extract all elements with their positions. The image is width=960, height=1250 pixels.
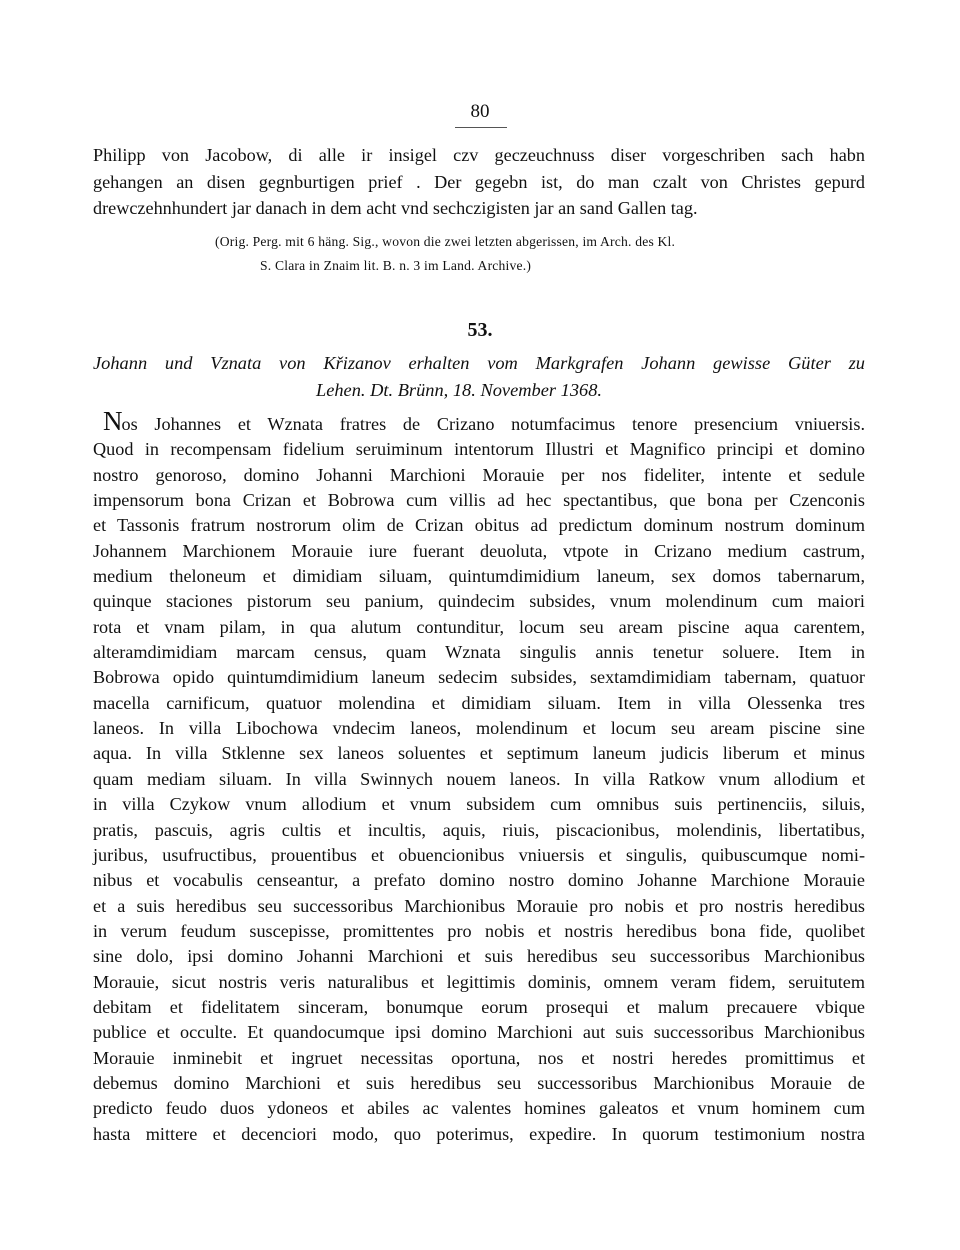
text-line: aqua. In villa Stklenne sex laneos soluentes et septimum laneum judicis liberum et minus (93, 743, 865, 764)
text-line: juribus, usufructibus, prouentibus et obuencionibus vniuersis et singulis, quibuscumque nomi- (93, 844, 865, 865)
source-note-line: (Orig. Perg. mit 6 häng. Sig., wovon die zwei letzten abgerissen, im Arch. des Kl. (215, 234, 676, 249)
text-line: laneos. In villa Libochowa vndecim laneos, molendinum et locum seu aream piscine sine (93, 718, 865, 739)
text-line: debitam et fidelitatem sinceram, bonumque eorum prosequi et malum precauere vbique (93, 996, 865, 1017)
text-line: Bobrowa opido quintumdimidium laneum sedecim subsides, sextamdimidiam tabernam, quatuor (93, 667, 865, 688)
document-number: 53. (467, 319, 493, 341)
text-line: macella carnificum, quatuor molendina et dimidiam siluam. Item in villa Olessenka tres (93, 692, 865, 713)
text-line: quinque staciones pistorum seu panium, quindecim subsides, vnum molendinum cum maiori (93, 591, 865, 612)
text-line: medium theloneum et dimidiam siluam, quintumdimidium laneum, sex domos tabernarum, (93, 566, 865, 587)
source-note (215, 230, 865, 278)
heading-line: Lehen. Dt. Brünn, 18. November 1368. (315, 380, 603, 400)
text-line: et Tassonis fratrum nostrorum olim de Crizan obitus ad predictum dominum nostrum dominum (93, 515, 865, 536)
text-line: publice et occulte. Et quandocumque ipsi domino Marchioni aut suis successoribus Marchionibus (93, 1022, 865, 1043)
text-line: gehangen an disen gegnburtigen prief . Der gegebn ist, do man czalt von Christes gepurd (93, 171, 865, 192)
text-line: Quod in recompensam fidelium seruiminum intentorum Illustri et Magnifico principi et domino (93, 439, 865, 460)
text-line: in verum feudum suscepisse, promittentes pro nobis et nostris heredibus bona fide, quolibet (93, 920, 865, 941)
initial-letter: N (103, 406, 122, 436)
text-line: hasta mittere et decenciori modo, quo poterimus, expedire. In quorum testimonium nostra (93, 1123, 865, 1144)
text-line: rota et vnam pilam, in qua alutum contunditur, locum seu aream piscine aqua carentem, (93, 616, 865, 637)
text-line: Philipp von Jacobow, di alle ir insigel czv geczeuchnuss diser vorgeschriben sach habn (93, 145, 865, 165)
text-line: predicto feudo duos ydoneos et abiles ac valentes homines galeatos et vnum hominem cum (93, 1098, 865, 1119)
charter-first-line (93, 406, 865, 437)
source-note-line: S. Clara in Znaim lit. B. n. 3 im Land. Archive.) (260, 258, 532, 273)
text-line: et a suis heredibus seu successoribus Marchionibus Morauie pro nobis et pro nostris heredibus (93, 895, 865, 916)
page-number: 80 (470, 101, 490, 122)
text-line: quam mediam siluam. In villa Swinnych nouem laneos. In villa Ratkow vnum allodium et (93, 768, 865, 789)
heading-line: Johann und Vznata von Křizanov erhalten vom Markgrafen Johann gewisse Güter zu (93, 353, 865, 373)
text-line: Johannem Marchionem Morauie iure fuerant deuoluta, vtpote in Crizano medium castrum, (93, 540, 865, 561)
text-line: debemus domino Marchioni et suis heredibus seu successoribus Marchionibus Morauie de (93, 1072, 865, 1093)
text-line: impensorum bona Crizan et Bobrowa cum villis ad hec spectantibus, que bona per Czenconis (93, 490, 865, 511)
text-line: in villa Czykow vnum allodium et vnum subsidem cum omnibus suis pertinenciis, siluis, (93, 794, 865, 815)
text-line: Morauie, sicut nostris veris naturalibus et legittimis dominis, omnem veram fidem, seruitutem (93, 971, 865, 992)
charter-text (93, 406, 865, 1147)
page-number-rule (455, 127, 507, 128)
text-line: os Johannes et Wznata fratres de Crizano notumfacimus tenore presencium vniuersis. (121, 414, 865, 434)
text-line: sine dolo, ipsi domino Johanni Marchioni et suis heredibus seu successoribus Marchionibus (93, 946, 865, 967)
text-line: pratis, pascuis, agris cultis et incultis, aquis, riuis, piscacionibus, molendinis, libertatibus, (93, 819, 865, 840)
document-heading (93, 350, 865, 404)
intro-paragraph (93, 142, 865, 222)
text-line: drewczehnhundert jar danach in dem acht vnd sechczigisten jar an sand Gallen tag. (93, 198, 698, 218)
text-line: Morauie inminebit et ingruet necessitas oportuna, nos et nostri heredes promittimus et (93, 1047, 865, 1068)
text-line: nostro genoroso, domino Johanni Marchioni Morauie per nos fideliter, intente et sedule (93, 464, 865, 485)
text-line: nibus et vocabulis censeantur, a prefato domino nostro domino Johanne Marchione Morauie (93, 870, 865, 891)
text-line: alteramdimidiam marcam census, quam Wznata singulis annis tenetur soluere. Item in (93, 642, 865, 663)
